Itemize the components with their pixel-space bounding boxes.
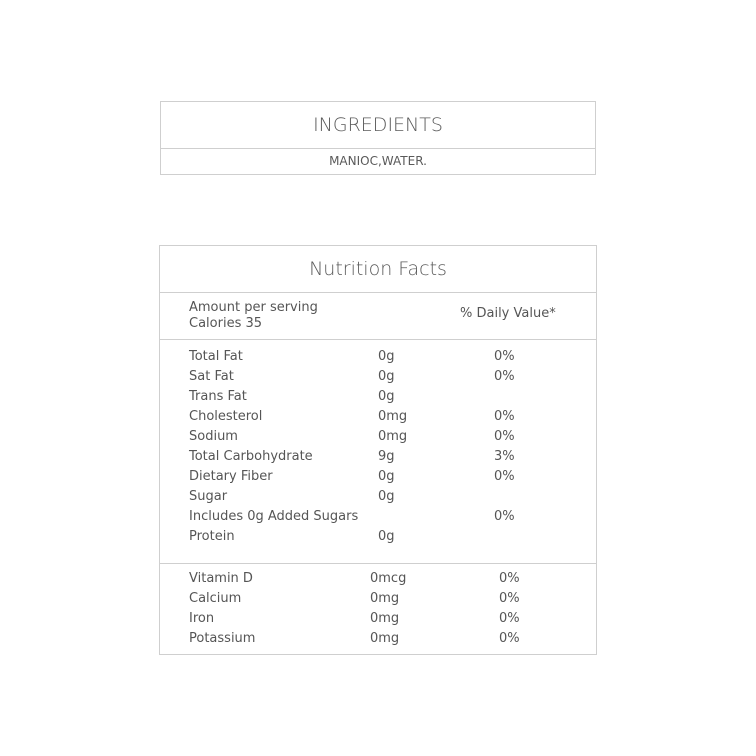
nutrient-name: Total Fat xyxy=(189,349,243,364)
nutrient-row xyxy=(160,367,596,387)
nutrient-amount: 0mg xyxy=(378,409,408,424)
nutrient-daily-value: 0% xyxy=(494,409,515,424)
nutrient-amount: 9g xyxy=(378,449,395,464)
calories-label: Calories 35 xyxy=(189,316,263,331)
nutrition-facts-panel xyxy=(159,245,597,655)
nutrient-row xyxy=(160,427,596,447)
nutrient-daily-value: 0% xyxy=(494,469,515,484)
vitamin-row xyxy=(160,569,596,589)
vitamin-daily-value: 0% xyxy=(499,611,520,626)
amount-per-serving-label: Amount per serving xyxy=(189,300,318,315)
nutrient-name: Protein xyxy=(189,529,235,544)
daily-value-header: % Daily Value* xyxy=(460,306,556,321)
nutrient-row xyxy=(160,407,596,427)
nutrient-row xyxy=(160,447,596,467)
nutrient-name: Trans Fat xyxy=(189,389,247,404)
nutrition-facts-title: Nutrition Facts xyxy=(160,246,596,293)
vitamin-daily-value: 0% xyxy=(499,631,520,646)
nutrient-row xyxy=(160,387,596,407)
ingredients-title: INGREDIENTS xyxy=(161,102,595,149)
vitamins-section xyxy=(160,564,596,652)
nutrient-name: Dietary Fiber xyxy=(189,469,273,484)
vitamin-row xyxy=(160,629,596,649)
nutrient-name: Total Carbohydrate xyxy=(189,449,313,464)
nutrient-amount: 0g xyxy=(378,529,395,544)
vitamin-name: Potassium xyxy=(189,631,256,646)
vitamin-amount: 0mg xyxy=(370,631,400,646)
nutrient-amount: 0mg xyxy=(378,429,408,444)
nutrient-row xyxy=(160,467,596,487)
vitamin-daily-value: 0% xyxy=(499,591,520,606)
nutrient-amount: 0g xyxy=(378,389,395,404)
ingredients-panel xyxy=(160,101,596,175)
nutrient-amount: 0g xyxy=(378,349,395,364)
nutrient-daily-value: 0% xyxy=(494,429,515,444)
nutrient-row xyxy=(160,347,596,367)
nutrient-name: Sat Fat xyxy=(189,369,234,384)
nutrient-name: Cholesterol xyxy=(189,409,263,424)
ingredients-text: MANIOC,WATER. xyxy=(329,154,427,168)
nutrient-row xyxy=(160,527,596,547)
nutrient-amount: 0g xyxy=(378,369,395,384)
nutrients-section xyxy=(160,340,596,564)
nutrient-name: Includes 0g Added Sugars xyxy=(189,509,359,524)
vitamin-daily-value: 0% xyxy=(499,571,520,586)
vitamin-name: Iron xyxy=(189,611,215,626)
nutrient-name: Sugar xyxy=(189,489,228,504)
nutrient-daily-value: 0% xyxy=(494,369,515,384)
nutrient-row xyxy=(160,487,596,507)
nutrient-amount: 0g xyxy=(378,469,395,484)
nutrient-daily-value: 0% xyxy=(494,509,515,524)
vitamin-row xyxy=(160,609,596,629)
nutrient-row xyxy=(160,507,596,527)
vitamin-amount: 0mcg xyxy=(370,571,407,586)
vitamin-name: Calcium xyxy=(189,591,242,606)
serving-header xyxy=(160,293,596,340)
vitamin-name: Vitamin D xyxy=(189,571,253,586)
nutrient-name: Sodium xyxy=(189,429,238,444)
vitamin-amount: 0mg xyxy=(370,611,400,626)
vitamin-amount: 0mg xyxy=(370,591,400,606)
nutrient-amount: 0g xyxy=(378,489,395,504)
vitamin-row xyxy=(160,589,596,609)
nutrient-daily-value: 0% xyxy=(494,349,515,364)
nutrient-daily-value: 3% xyxy=(494,449,515,464)
